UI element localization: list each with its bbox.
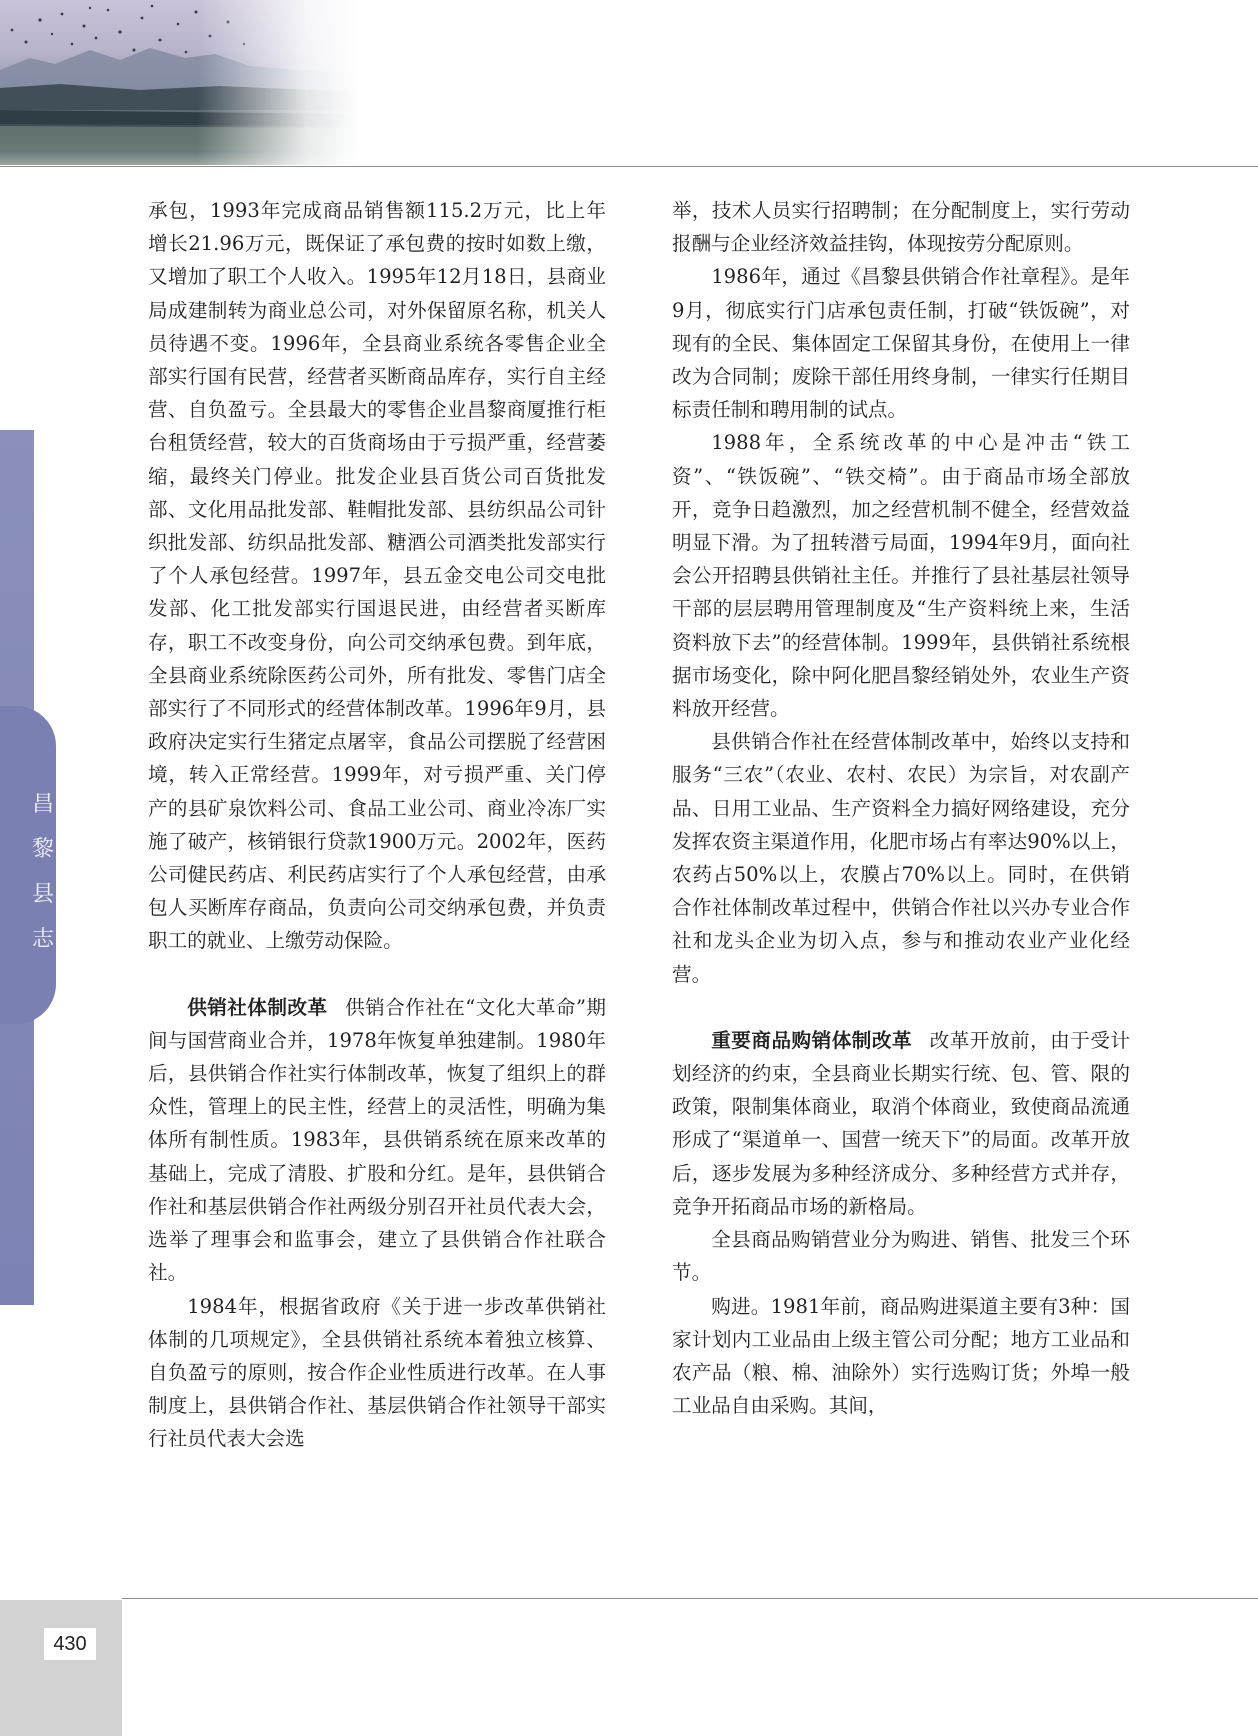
paragraph: 1984年，根据省政府《关于进一步改革供销社体制的几项规定》，全县供销社系统本着独立核算、自负盈亏的原则，按合作企业性质进行改革。在人事制度上，县供销合作社、基层供销合作社领导干部实行社员代表大会选 bbox=[148, 1294, 606, 1451]
footer-rule bbox=[122, 1598, 1258, 1599]
side-tab-char: 黎 bbox=[31, 837, 54, 862]
left-text-column bbox=[148, 194, 606, 1456]
paragraph: 全县商品购销营业分为购进、销售、批发三个环节。 bbox=[672, 1228, 1130, 1285]
section-heading: 供销社体制改革 bbox=[187, 995, 328, 1019]
paragraph: 承包，1993年完成商品销售额115.2万元，比上年增长21.96万元，既保证了承包费的按时如数上缴，又增加了职工个人收入。1995年12月18日，县商业局成建制转为商业总公司，对外保留原名称，机关人员待遇不变。1996年，全县商业系统各零售企业全部实行国有民营，经营者买断商品库存，实行自主经营、自负盈亏。全县最大的零售企业昌黎商厦推行柜台租赁经营，较大的百货商场由于亏损严重，经营萎缩，最终关门停业。批发企业县百货公司百货批发部、文化用品批发部、鞋帽批发部、县纺织品公司针织批发部、纺织品批发部、糖酒公司酒类批发部实行了个人承包经营。1997年，县五金交电公司交电批发部、化工批发部实行国退民进，由经营者买断库存，职工不改变身份，向公司交纳承包费。到年底，全县商业系统除医药公司外，所有批发、零售门店全部实行了不同形式的经营体制改革。1996年9月，县政府决定实行生猪定点屠宰，食品公司摆脱了经营困境，转入正常经营。1999年，对亏损严重、关门停产的县矿泉饮料公司、食品工业公司、商业冷冻厂实施了破产，核销银行贷款1900万元。2002年，医药公司健民药店、利民药店实行了个人承包经营，由承包人买断库存商品，负责向公司交纳承包费，并负责职工的就业、上缴劳动保险。 bbox=[148, 199, 606, 953]
page-number-panel bbox=[0, 1600, 122, 1736]
side-tab-char: 志 bbox=[31, 927, 54, 952]
paragraph: 1986年，通过《昌黎县供销合作社章程》。是年9月，彻底实行门店承包责任制，打破“铁饭碗”，对现有的全民、集体固定工保留其身份，在使用上一律改为合同制；废除干部任用终身制，一律实行任期目标责任制和聘用制的试点。 bbox=[672, 265, 1130, 422]
paragraph: 县供销合作社在经营体制改革中，始终以支持和服务“三农”（农业、农村、农民）为宗旨，对农副产品、日用工业品、生产资料全力搞好网络建设，充分发挥农资主渠道作用，化肥市场占有率达90%以上，农药占50%以上，农膜占70%以上。同时，在供销合作社体制改革过程中，供销合作社以兴办专业合作社和龙头企业为切入点，参与和推动农业产业化经营。 bbox=[672, 730, 1130, 986]
paragraph: 购进。1981年前，商品购进渠道主要有3种：国家计划内工业品由上级主管公司分配；地方工业品和农产品（粮、棉、油除外）实行选购订货；外埠一般工业品自由采购。其间， bbox=[672, 1294, 1130, 1418]
right-text-column bbox=[672, 194, 1130, 1422]
page-number: 430 bbox=[44, 1628, 96, 1660]
paragraph: 重要商品购销体制改革 改革开放前，由于受计划经济的约束，全县商业长期实行统、包、管、限的政策，限制集体商业，取消个体商业，致使商品流通形成了“渠道单一、国营一统天下”的局面。改革开放后，逐步发展为多种经济成分、多种经营方式并存，竞争开拓商品市场的新格局。 bbox=[672, 1028, 1131, 1218]
paragraph: 供销社体制改革 供销合作社在“文化大革命”期间与国营商业合并，1978年恢复单独建制。1980年后，县供销合作社实行体制改革，恢复了组织上的群众性，管理上的民主性，经营上的灵活性，明确为集体所有制性质。1983年，县供销系统在原来改革的基础上，完成了清股、扩股和分红。是年，县供销合作社和基层供销合作社两级分别召开社员代表大会，选举了理事会和监事会，建立了县供销合作社联合社。 bbox=[148, 995, 606, 1285]
side-tab-char: 昌 bbox=[31, 792, 54, 817]
section-heading: 重要商品购销体制改革 bbox=[711, 1028, 913, 1052]
paragraph: 举，技术人员实行招聘制；在分配制度上，实行劳动报酬与企业经济效益挂钩，体现按劳分配原则。 bbox=[672, 199, 1130, 256]
paragraph: 1988年，全系统改革的中心是冲击“铁工资”、“铁饭碗”、“铁交椅”。由于商品市场全部放开，竞争日趋激烈，加之经营机制不健全，经营效益明显下滑。为了扭转潜亏局面，1994年9月，面向社会公开招聘县供销社主任。并推行了县社基层社领导干部的层层聘用管理制度及“生产资料统上来，生活资料放下去”的经营体制。1999年，县供销社系统根据市场变化，除中阿化肥昌黎经销处外，农业生产资料放开经营。 bbox=[672, 431, 1130, 721]
header-landscape-photo bbox=[0, 0, 360, 165]
side-tab-label bbox=[28, 782, 58, 962]
side-tab-char: 县 bbox=[31, 882, 54, 907]
landscape-illustration bbox=[0, 0, 360, 165]
header-rule bbox=[0, 166, 1258, 167]
